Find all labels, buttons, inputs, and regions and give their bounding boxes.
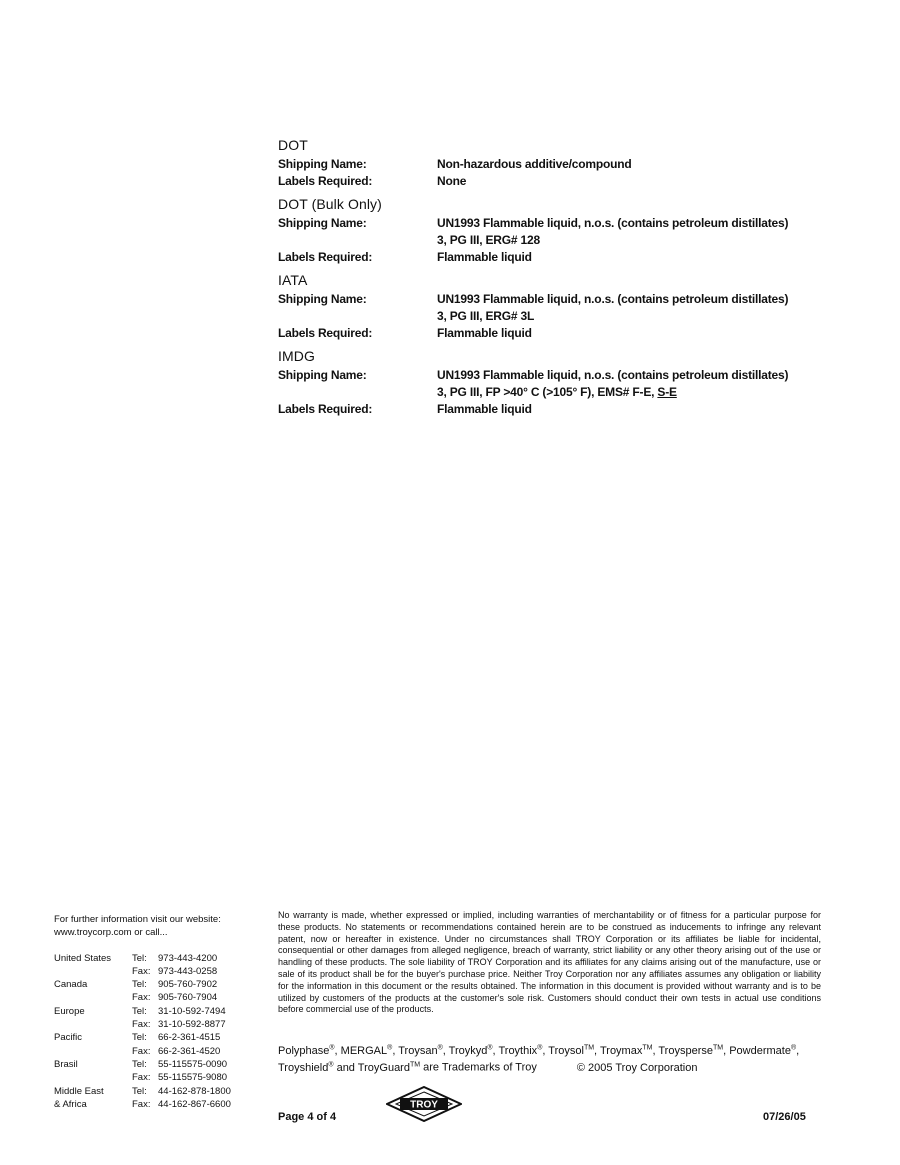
section-title: DOT (Bulk Only)	[278, 196, 382, 212]
field-value-line	[437, 249, 837, 266]
field-row	[278, 249, 838, 266]
contact-row	[54, 965, 259, 978]
field-row	[278, 367, 838, 401]
trademark-name: Troysol	[548, 1044, 584, 1057]
contact-row	[54, 1018, 259, 1031]
trademark-separator: ,	[723, 1044, 730, 1057]
contact-type: Fax:	[132, 992, 151, 1004]
field-value-text: UN1993 Flammable liquid, n.o.s. (contains petroleum distillates)	[437, 292, 789, 306]
trademark-mark: ®	[790, 1044, 797, 1051]
field-value-line	[437, 215, 837, 232]
field-value-line	[437, 325, 837, 342]
contact-number: 905-760-7902	[158, 979, 218, 991]
contact-type: Tel:	[132, 1032, 147, 1044]
field-row	[278, 291, 838, 325]
field-value-line	[437, 156, 837, 173]
trademark-name: Troykyd	[448, 1044, 488, 1057]
document-date: 07/26/05	[763, 1111, 806, 1123]
field-value	[437, 367, 837, 401]
trademark-list	[278, 1045, 799, 1074]
contact-type: Tel:	[132, 1005, 147, 1017]
ems-code-underlined: S-E	[657, 385, 677, 399]
contact-row	[54, 978, 259, 991]
contact-number: 31-10-592-8877	[158, 1019, 226, 1031]
section-title: IMDG	[278, 348, 315, 364]
trademark-mark: TM	[642, 1044, 653, 1051]
field-label: Shipping Name:	[278, 292, 367, 306]
warranty-disclaimer: No warranty is made, whether expressed or implied, including warranties of merchantability or of fitness for a particular purpose for these products. No statements or recommendations contained herein are to be construed as inducements to infringe any relevant patent, now or hereafter in existence. Under no circumstances shall TROY Corporation or its affiliates be liable for incidental, consequential or other damages from alleged negligence, breach of warranty, strict liability or any other theory arising out of the use or handling of these products. The sole liability of TROY Corporation and its affiliates for any claims arising out of the manufacture, use or sale of its product shall be for the buyer's purchase price. Neither Troy Corporation nor any affiliates assumes any obligation or liability for the information in this document or the results obtained. The information in this document is provided without warranty and is to be utilized by customers of the products at the customer's sole risk. Customers should conduct their own tests in actual use conditions before commercial use of the products.	[278, 910, 821, 1015]
contact-number: 973-443-0258	[158, 965, 218, 977]
contact-intro	[54, 913, 259, 940]
field-value-text: 3, PG III, FP >40° C (>105° F), EMS# F-E,	[437, 385, 658, 399]
field-label: Shipping Name:	[278, 368, 367, 382]
contact-region: United States	[54, 952, 112, 964]
copyright: © 2005 Troy Corporation	[576, 1061, 698, 1074]
contact-type: Tel:	[132, 979, 147, 991]
field-value-text: Flammable liquid	[437, 402, 532, 416]
field-value	[437, 291, 837, 325]
contact-type: Tel:	[132, 1085, 147, 1097]
trademark-mark: TM	[583, 1044, 595, 1051]
contact-region: Canada	[54, 979, 88, 991]
field-value-line	[437, 367, 837, 384]
contact-type: Fax:	[132, 1072, 151, 1084]
field-row	[278, 156, 838, 173]
contact-row	[54, 1098, 259, 1111]
contact-info	[54, 913, 259, 1111]
contact-type: Fax:	[132, 965, 151, 977]
trademark-name: Powdermate	[729, 1044, 791, 1057]
contact-row	[54, 991, 259, 1004]
field-value	[437, 249, 837, 266]
field-value	[437, 156, 837, 173]
field-value-text: Flammable liquid	[437, 250, 532, 264]
field-row	[278, 173, 838, 190]
field-value-line	[437, 384, 837, 401]
field-row	[278, 401, 838, 418]
field-label: Labels Required:	[278, 174, 373, 188]
contact-type: Tel:	[132, 1058, 147, 1070]
trademark-suffix: are Trademarks of Troy	[423, 1061, 537, 1074]
contact-region	[54, 1045, 132, 1058]
contact-type: Fax:	[132, 1045, 151, 1057]
shipping-sections	[278, 137, 838, 424]
section-dot	[278, 137, 838, 190]
section-title: DOT	[278, 137, 308, 153]
trademark-name: MERGAL	[340, 1044, 388, 1057]
contact-row	[54, 1085, 259, 1098]
contact-region	[54, 1071, 132, 1084]
field-value-line	[437, 401, 837, 418]
logo-text: TROY	[410, 1099, 438, 1111]
trademark-mark: ®	[329, 1044, 335, 1051]
trademark-separator: ,	[392, 1044, 399, 1057]
trademark-mark: ®	[387, 1044, 393, 1051]
trademark-mark: ®	[328, 1061, 334, 1069]
field-label: Labels Required:	[278, 326, 373, 340]
contact-region: Europe	[54, 1005, 85, 1017]
field-value	[437, 401, 837, 418]
contact-phone-list	[54, 952, 259, 1112]
contact-region	[54, 965, 132, 978]
contact-row	[54, 1045, 259, 1058]
field-value	[437, 173, 837, 190]
trademark-name: Polyphase	[278, 1044, 330, 1057]
field-label: Shipping Name:	[278, 216, 367, 230]
contact-type: Fax:	[132, 1019, 151, 1031]
trademark-notice	[278, 1041, 818, 1075]
field-label: Labels Required:	[278, 250, 373, 264]
contact-region: Middle East	[54, 1085, 104, 1097]
contact-region: Brasil	[54, 1058, 78, 1070]
contact-number: 55-115575-0090	[158, 1058, 228, 1070]
field-value-text: Non-hazardous additive/compound	[437, 157, 632, 171]
trademark-name: Troythix	[498, 1044, 538, 1057]
field-value-line	[437, 291, 837, 308]
field-value-line	[437, 173, 837, 190]
contact-number: 905-760-7904	[158, 992, 218, 1004]
section-dot-bulk-only	[278, 196, 838, 266]
troy-logo	[386, 1086, 462, 1122]
trademark-mark: ®	[487, 1044, 493, 1051]
section-imdg	[278, 348, 838, 418]
trademark-separator: ,	[492, 1044, 499, 1057]
contact-region: Pacific	[54, 1032, 82, 1044]
field-row	[278, 215, 838, 249]
field-label: Labels Required:	[278, 402, 373, 416]
trademark-name: Troysperse	[658, 1044, 713, 1057]
contact-row	[54, 1071, 259, 1084]
trademark-separator: ,	[796, 1044, 800, 1057]
contact-number: 31-10-592-7494	[158, 1005, 226, 1017]
trademark-mark: TM	[712, 1044, 724, 1051]
field-value	[437, 325, 837, 342]
contact-type: Fax:	[132, 1098, 151, 1110]
trademark-separator: ,	[594, 1044, 600, 1057]
trademark-separator: ,	[334, 1044, 341, 1057]
contact-row	[54, 1005, 259, 1018]
contact-number: 44-162-867-6600	[158, 1098, 231, 1110]
section-title: IATA	[278, 272, 308, 288]
contact-intro-line1: For further information visit our website:	[54, 914, 221, 925]
field-value-text: 3, PG III, ERG# 3L	[437, 309, 535, 323]
field-value-text: UN1993 Flammable liquid, n.o.s. (contains petroleum distillates)	[437, 368, 789, 382]
trademark-separator: ,	[442, 1044, 449, 1057]
contact-type: Tel:	[132, 952, 147, 964]
page-number: Page 4 of 4	[278, 1111, 337, 1123]
contact-region	[54, 1018, 132, 1031]
trademark-mark: TM	[409, 1061, 421, 1069]
contact-number: 66-2-361-4520	[158, 1045, 221, 1057]
trademark-separator: and	[333, 1061, 358, 1074]
contact-region	[54, 991, 132, 1004]
field-value	[437, 215, 837, 249]
field-value-text: 3, PG III, ERG# 128	[437, 233, 540, 247]
contact-region: & Africa	[54, 1098, 87, 1110]
trademark-separator: ,	[542, 1044, 549, 1057]
trademark-name: Troysan	[398, 1044, 438, 1057]
field-label: Shipping Name:	[278, 157, 367, 171]
contact-intro-line2: www.troycorp.com or call...	[54, 927, 168, 939]
trademark-mark: ®	[437, 1044, 443, 1051]
trademark-name: TroyGuard	[357, 1061, 410, 1074]
field-value-line	[437, 308, 837, 325]
trademark-name: Troyshield	[278, 1061, 329, 1074]
trademark-mark: ®	[537, 1044, 543, 1051]
contact-row	[54, 1058, 259, 1071]
field-value-text: UN1993 Flammable liquid, n.o.s. (contains petroleum distillates)	[437, 216, 789, 230]
field-value-line	[437, 232, 837, 249]
contact-number: 973-443-4200	[158, 952, 218, 964]
contact-number: 55-115575-9080	[158, 1072, 228, 1084]
field-value-text: Flammable liquid	[437, 326, 532, 340]
field-value-text: None	[437, 174, 467, 188]
field-row	[278, 325, 838, 342]
contact-row	[54, 952, 259, 965]
contact-number: 66-2-361-4515	[158, 1032, 221, 1044]
trademark-name: Troymax	[599, 1044, 643, 1057]
contact-number: 44-162-878-1800	[158, 1085, 231, 1097]
trademark-separator: ,	[652, 1044, 659, 1057]
section-iata	[278, 272, 838, 342]
contact-row	[54, 1031, 259, 1044]
